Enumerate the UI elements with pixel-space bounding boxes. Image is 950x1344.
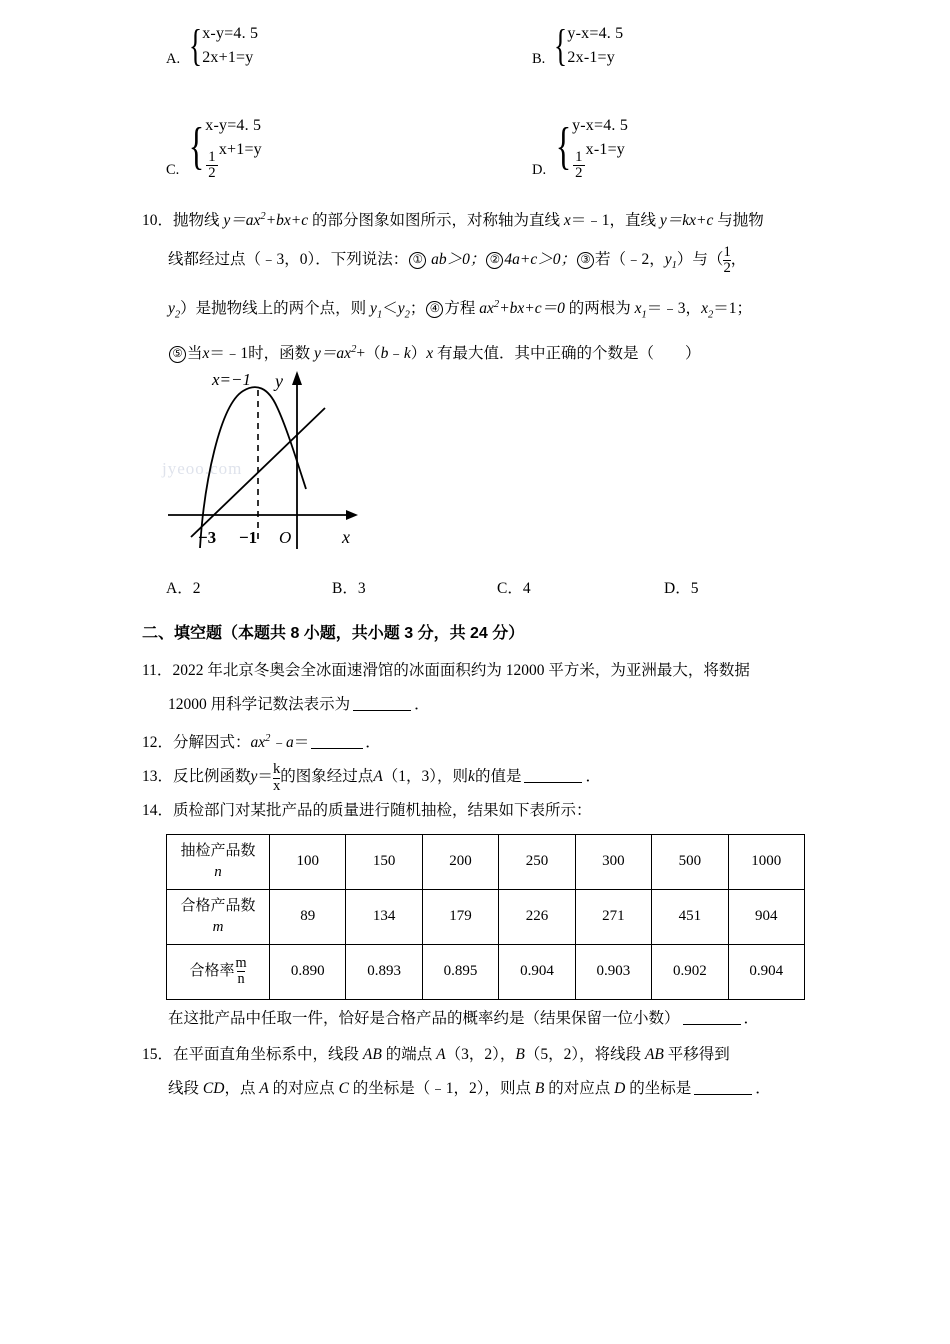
cell: 500 <box>652 834 728 889</box>
q15-t4: （5，2），将线段 <box>524 1045 645 1063</box>
cell: 0.895 <box>422 944 498 999</box>
q10-var-x: x <box>563 212 571 230</box>
q10-eq4-b: +bx+c＝0 <box>499 300 565 318</box>
row-header-line2: m <box>212 918 224 935</box>
q10-lt: ＜ <box>382 300 398 318</box>
y-axis-arrow <box>292 371 302 385</box>
q15-t6: 线段 <box>168 1079 203 1097</box>
cell: 300 <box>575 834 651 889</box>
q12-exp: 2 <box>265 732 271 744</box>
q10-x2: x <box>701 300 708 318</box>
option-c-eq2 <box>205 138 262 181</box>
q14-note <box>142 1000 822 1038</box>
q10-t11: 的两根为 <box>564 300 635 318</box>
option-c-eq2-rest: x+1=y <box>218 141 262 158</box>
cell: 271 <box>575 889 651 944</box>
q15-t8: 的对应点 <box>268 1079 339 1097</box>
option-c[interactable] <box>166 114 262 181</box>
q14-text: 质检部门对某批产品的质量进行随机抽检，结果如下表所示： <box>173 801 592 819</box>
option-a-eq1: x-y=4. 5 <box>202 25 259 42</box>
q10-eq5: y＝ax <box>314 344 352 362</box>
q13-y: y <box>250 767 258 785</box>
circled-5: ⑤ <box>169 346 186 363</box>
cell: 904 <box>728 889 804 944</box>
q10-exp: 2 <box>260 211 266 222</box>
q10-t7: ， <box>730 251 747 269</box>
q15-t7: ，点 <box>224 1079 260 1097</box>
q10-x1-sub: 1 <box>641 309 647 321</box>
q15-seg-ab2: AB <box>644 1045 664 1063</box>
q10-line-eq: y＝kx+c <box>659 212 714 230</box>
q10-t1: 抛物线 <box>173 212 224 230</box>
row-header-sampled-count <box>167 834 270 889</box>
circled-4: ④ <box>426 301 443 318</box>
q14-note-text: 在这批产品中任取一件，恰好是合格产品的概率约是（结果保留一位小数） <box>168 1009 680 1027</box>
circled-1: ① <box>409 252 426 269</box>
pass-rate-expression <box>171 956 265 987</box>
option-d-label: D. <box>532 161 547 178</box>
option-b-eq2: 2x-1=y <box>567 49 615 66</box>
q12-period: ． <box>365 733 381 751</box>
q12-text: 分解因式： <box>173 733 251 751</box>
row-header-line1: 抽检产品数 <box>180 842 256 859</box>
q10-choice-a[interactable]: A．2 <box>166 579 201 597</box>
cell: 226 <box>499 889 575 944</box>
fraction-m-over-n: $\frac{m}{n}$ <box>235 955 247 988</box>
q15-period: ． <box>755 1079 771 1097</box>
q11-text: 2022 年北京冬奥会全冰面速滑馆的冰面面积约为 12000 平方米，为亚洲最大，将数据 <box>172 661 750 679</box>
q15-number: 15． <box>142 1045 174 1063</box>
question9-options <box>142 0 822 200</box>
q13-text-b: 的图象经过点 <box>280 767 374 785</box>
q10-choice-c[interactable]: C．4 <box>497 579 531 597</box>
table-row <box>167 834 805 889</box>
x-axis-label: x <box>342 526 350 547</box>
q10-t4: 与抛物 <box>713 212 764 230</box>
question-14 <box>142 794 822 828</box>
q10-stmt1: ab＞0； <box>427 251 486 269</box>
question-11 <box>142 654 822 722</box>
q10-x2-sub: 2 <box>707 309 714 321</box>
q10-t13: ＝1； <box>713 300 752 318</box>
q10-eq4: ax <box>479 300 494 318</box>
q12-line-1 <box>142 722 822 760</box>
circled-2: ② <box>486 252 503 269</box>
q11-number: 11． <box>142 661 173 679</box>
option-b-label: B. <box>532 51 546 67</box>
q15-line-2 <box>142 1072 822 1106</box>
q10-y1b-sub: 1 <box>376 309 383 321</box>
answer-blank[interactable] <box>683 1024 741 1025</box>
option-d-eq2-rest: x-1=y <box>585 141 625 158</box>
q10-stmt3: 若（﹣2， <box>595 251 665 269</box>
cell: 179 <box>422 889 498 944</box>
row-header-pass-rate <box>167 944 270 999</box>
q13-text-d: 的值是 <box>474 767 522 785</box>
q15-seg-ab: AB <box>362 1045 382 1063</box>
answer-blank[interactable] <box>694 1094 752 1095</box>
q13-equals: ＝ <box>257 767 273 785</box>
q12-equals: ＝ <box>293 733 310 751</box>
y-axis-label: y <box>275 370 283 391</box>
q13-line-1 <box>142 760 822 794</box>
q10-b-var: b <box>380 344 389 362</box>
x-axis-arrow <box>346 510 358 520</box>
tick-label-minus3: −3 <box>198 527 217 547</box>
option-d-eq1: y-x=4. 5 <box>572 117 629 134</box>
cell: 0.903 <box>575 944 651 999</box>
q15-pt-a2: A <box>259 1079 269 1097</box>
q10-t15: ＝﹣1时，函数 <box>209 344 315 362</box>
question-13 <box>142 760 822 794</box>
q10-eq: y＝ax <box>223 212 261 230</box>
q10-line-3 <box>142 288 822 332</box>
cell: 89 <box>270 889 346 944</box>
cell: 451 <box>652 889 728 944</box>
q15-seg-cd: CD <box>202 1079 225 1097</box>
row-header-line1: 合格产品数 <box>180 897 256 914</box>
q15-pt-b2: B <box>534 1079 545 1097</box>
cell: 0.893 <box>346 944 422 999</box>
q10-line-2 <box>142 238 822 288</box>
q10-x5: x <box>202 344 210 362</box>
q10-eq5-exp: 2 <box>351 343 357 355</box>
parabola-curve <box>200 387 306 548</box>
q10-t3: ＝﹣1，直线 <box>570 212 660 230</box>
option-d-system <box>551 114 628 181</box>
parabola-svg <box>160 363 375 563</box>
option-c-eq1: x-y=4. 5 <box>205 117 262 134</box>
left-brace-icon: { <box>189 118 205 176</box>
cell: 134 <box>346 889 422 944</box>
q12-number: 12． <box>142 733 174 751</box>
cell: 150 <box>346 834 422 889</box>
section-2-header: 二、填空题（本题共 8 小题，共小题 3 分，共 24 分） <box>142 624 525 642</box>
q10-y1-sub: 1 <box>671 260 677 272</box>
sampling-table <box>166 834 805 1000</box>
q15-t5: 平移得到 <box>663 1045 730 1063</box>
q10-x1: x <box>634 300 642 318</box>
q10-t5: 线都经过点（﹣3，0）．下列说法： <box>168 251 409 269</box>
q10-minus: ﹣ <box>388 344 404 362</box>
q10-y2b: y <box>397 300 405 318</box>
q15-line-1 <box>142 1038 822 1072</box>
question-10 <box>142 200 822 371</box>
q10-number: 10． <box>142 212 174 230</box>
option-c-system <box>184 114 262 181</box>
q10-y1: y <box>664 251 672 269</box>
q10-t18: 有最大值．其中正确的个数是（ ） <box>433 344 701 362</box>
q15-t2: 的端点 <box>381 1045 437 1063</box>
cell: 0.902 <box>652 944 728 999</box>
q15-pt-c: C <box>338 1079 349 1097</box>
q10-eq4-exp: 2 <box>493 299 500 311</box>
q10-choice-b[interactable]: B．3 <box>332 579 366 597</box>
option-d-eq2 <box>572 138 628 181</box>
q10-t16: +（ <box>356 344 381 362</box>
left-brace-icon: { <box>554 21 568 71</box>
q11-line-1 <box>142 654 822 688</box>
q10-stmt2: 4a+c＞0； <box>504 251 576 269</box>
q15-t10: 的对应点 <box>544 1079 615 1097</box>
symmetry-axis-label: x=−1 <box>212 369 251 389</box>
q10-x-var2: x <box>426 344 434 362</box>
left-brace-icon: { <box>555 118 572 176</box>
left-brace-icon: { <box>189 21 203 71</box>
cell: 250 <box>499 834 575 889</box>
q14-number: 14． <box>142 801 174 819</box>
cell: 0.890 <box>270 944 346 999</box>
fraction-half: $\frac{1}{2}$ <box>723 244 731 277</box>
answer-blank[interactable] <box>353 710 411 711</box>
q14-line-1 <box>142 794 822 828</box>
origin-label: O <box>279 527 292 547</box>
q10-y2b-sub: 2 <box>404 309 410 321</box>
q10-t10: 方程 <box>444 300 480 318</box>
q10-y2: y <box>168 300 175 318</box>
q15-t1: 在平面直角坐标系中，线段 <box>173 1045 363 1063</box>
q10-t9: ； <box>409 300 426 318</box>
q10-t12: ＝﹣3， <box>646 300 702 318</box>
q10-k-var: k <box>403 344 411 362</box>
q10-line-1 <box>142 200 822 238</box>
q15-pt-b: B <box>515 1045 525 1063</box>
q12-eq: ax <box>250 733 266 751</box>
q15-t11: 的坐标是 <box>625 1079 692 1097</box>
question-12 <box>142 722 822 760</box>
q11-period: ． <box>414 695 430 713</box>
cell: 0.904 <box>499 944 575 999</box>
q13-period: ． <box>585 767 601 785</box>
option-b-system <box>550 22 623 70</box>
cell: 1000 <box>728 834 804 889</box>
q13-text-c: （1，3），则 <box>382 767 469 785</box>
q14-period: ． <box>743 1009 760 1027</box>
fraction-half: $\frac{1}{2}$ <box>575 148 583 181</box>
fraction-half: $\frac{1}{2}$ <box>208 148 216 181</box>
option-a-eq2: 2x+1=y <box>202 49 254 66</box>
option-d[interactable] <box>532 114 628 181</box>
q13-text: 反比例函数 <box>173 767 251 785</box>
pass-rate-label: 合格率 <box>189 963 235 980</box>
option-c-label: C. <box>166 161 180 178</box>
answer-blank[interactable] <box>311 748 363 749</box>
q10-t14: 当 <box>187 344 203 362</box>
fraction-k-over-x: $\frac{k}{x}$ <box>272 761 281 794</box>
cell: 0.904 <box>728 944 804 999</box>
option-a-system <box>185 22 258 70</box>
question10-choices <box>142 576 822 610</box>
q10-t6: ）与（ <box>676 251 724 269</box>
watermark: jyeoo.com <box>162 458 243 478</box>
q10-eq-b: +bx+c <box>265 212 309 230</box>
option-b[interactable] <box>532 22 623 70</box>
cell: 100 <box>270 834 346 889</box>
q13-point-a: A <box>373 767 383 785</box>
option-b-eq1: y-x=4. 5 <box>567 25 624 42</box>
tick-label-minus1: −1 <box>239 527 258 547</box>
row-header-qualified-count <box>167 889 270 944</box>
q13-k: k <box>468 767 475 785</box>
q13-number: 13． <box>142 767 174 785</box>
q10-choice-d[interactable]: D．5 <box>664 579 699 597</box>
q12-eq-b: ﹣a <box>270 733 294 751</box>
row-header-line2: n <box>214 863 222 880</box>
circled-3: ③ <box>577 252 594 269</box>
question-15 <box>142 1038 822 1106</box>
q10-t17: ） <box>410 344 427 362</box>
option-a[interactable] <box>166 22 258 70</box>
cell: 200 <box>422 834 498 889</box>
page-content <box>142 0 822 1106</box>
q10-y1b: y <box>370 300 377 318</box>
table-row <box>167 944 805 999</box>
parabola-figure <box>160 363 375 568</box>
q15-pt-d: D <box>614 1079 626 1097</box>
q15-t3: （3，2）， <box>445 1045 516 1063</box>
q10-t8: ）是抛物线上的两个点，则 <box>180 300 371 318</box>
q11-text-b: 12000 用科学记数法表示为 <box>168 695 351 713</box>
option-a-label: A. <box>166 51 181 67</box>
question10-figure-wrap <box>142 371 822 576</box>
q15-t9: 的坐标是（﹣1，2），则点 <box>348 1079 535 1097</box>
table-row <box>167 889 805 944</box>
q10-t2: 的部分图象如图所示，对称轴为直线 <box>308 212 564 230</box>
q11-line-2 <box>142 688 822 722</box>
answer-blank[interactable] <box>524 782 582 783</box>
q10-y2-sub: 2 <box>174 309 181 321</box>
q15-pt-a: A <box>436 1045 446 1063</box>
